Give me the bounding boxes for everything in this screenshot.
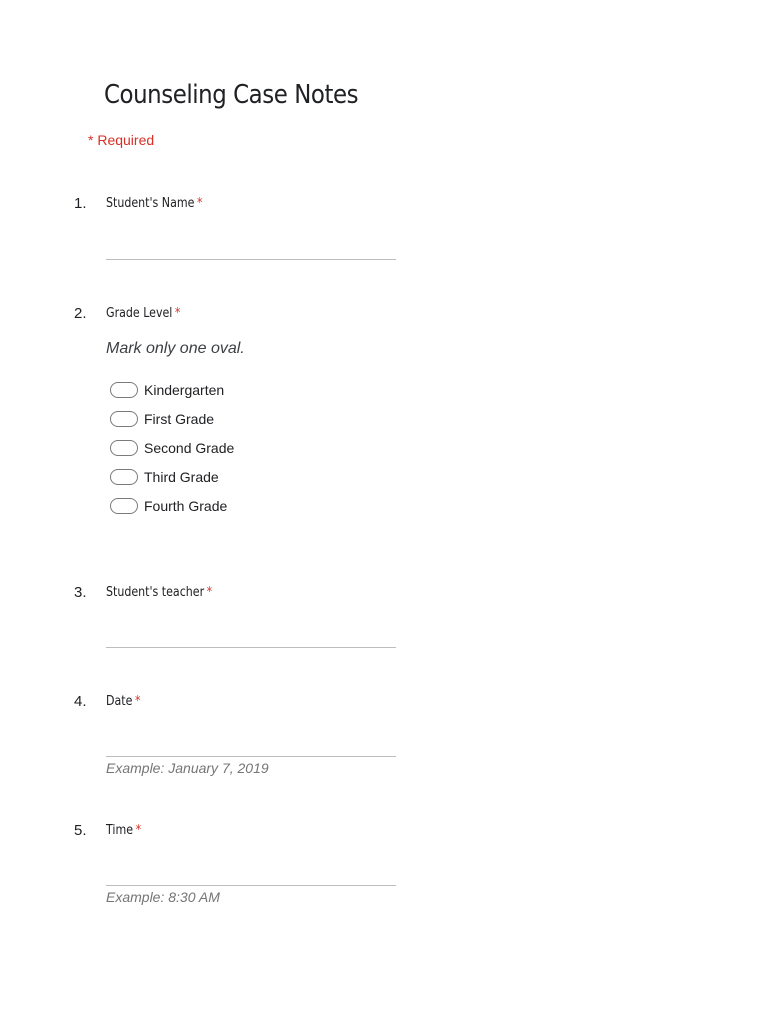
student-name-field[interactable] [106,259,396,260]
option-second-grade[interactable] [110,438,234,458]
question-label-grade-level [106,306,180,321]
question-label-student-name [106,196,202,211]
option-label: Kindergarten [144,382,225,398]
date-field[interactable] [106,756,396,757]
question-label-text: Time [106,823,134,838]
question-number-3: 3. [74,584,87,601]
form-title: Counseling Case Notes [104,80,359,110]
radio-oval[interactable] [110,498,138,514]
radio-oval[interactable] [110,382,138,398]
radio-oval[interactable] [110,411,138,427]
required-asterisk: * [134,694,141,709]
option-label: Third Grade [144,469,219,485]
question-number-1: 1. [74,195,87,212]
time-field[interactable] [106,885,396,886]
time-hint: Example: 8:30 AM [106,889,220,905]
question-label-text: Date [106,694,133,709]
option-fourth-grade[interactable] [110,496,227,516]
question-label-time [106,823,141,838]
question-label-date [106,694,140,709]
radio-oval[interactable] [110,440,138,456]
option-label: Second Grade [144,440,235,456]
student-teacher-field[interactable] [106,647,396,648]
required-asterisk: * [196,196,203,211]
grade-level-instruction: Mark only one oval. [106,340,245,357]
question-label-student-teacher [106,585,212,600]
required-asterisk: * [135,823,142,838]
option-label: Fourth Grade [144,498,228,514]
radio-oval[interactable] [110,469,138,485]
option-label: First Grade [144,411,215,427]
required-note: * Required [88,132,155,148]
question-number-5: 5. [74,822,87,839]
option-kindergarten[interactable] [110,380,224,400]
option-third-grade[interactable] [110,467,219,487]
question-number-2: 2. [74,305,87,322]
required-asterisk: * [174,306,181,321]
required-asterisk: * [206,585,213,600]
question-label-text: Grade Level [106,306,173,321]
question-label-text: Student's Name [106,196,195,211]
question-label-text: Student's teacher [106,585,205,600]
date-hint: Example: January 7, 2019 [106,760,269,776]
option-first-grade[interactable] [110,409,214,429]
question-number-4: 4. [74,693,87,710]
